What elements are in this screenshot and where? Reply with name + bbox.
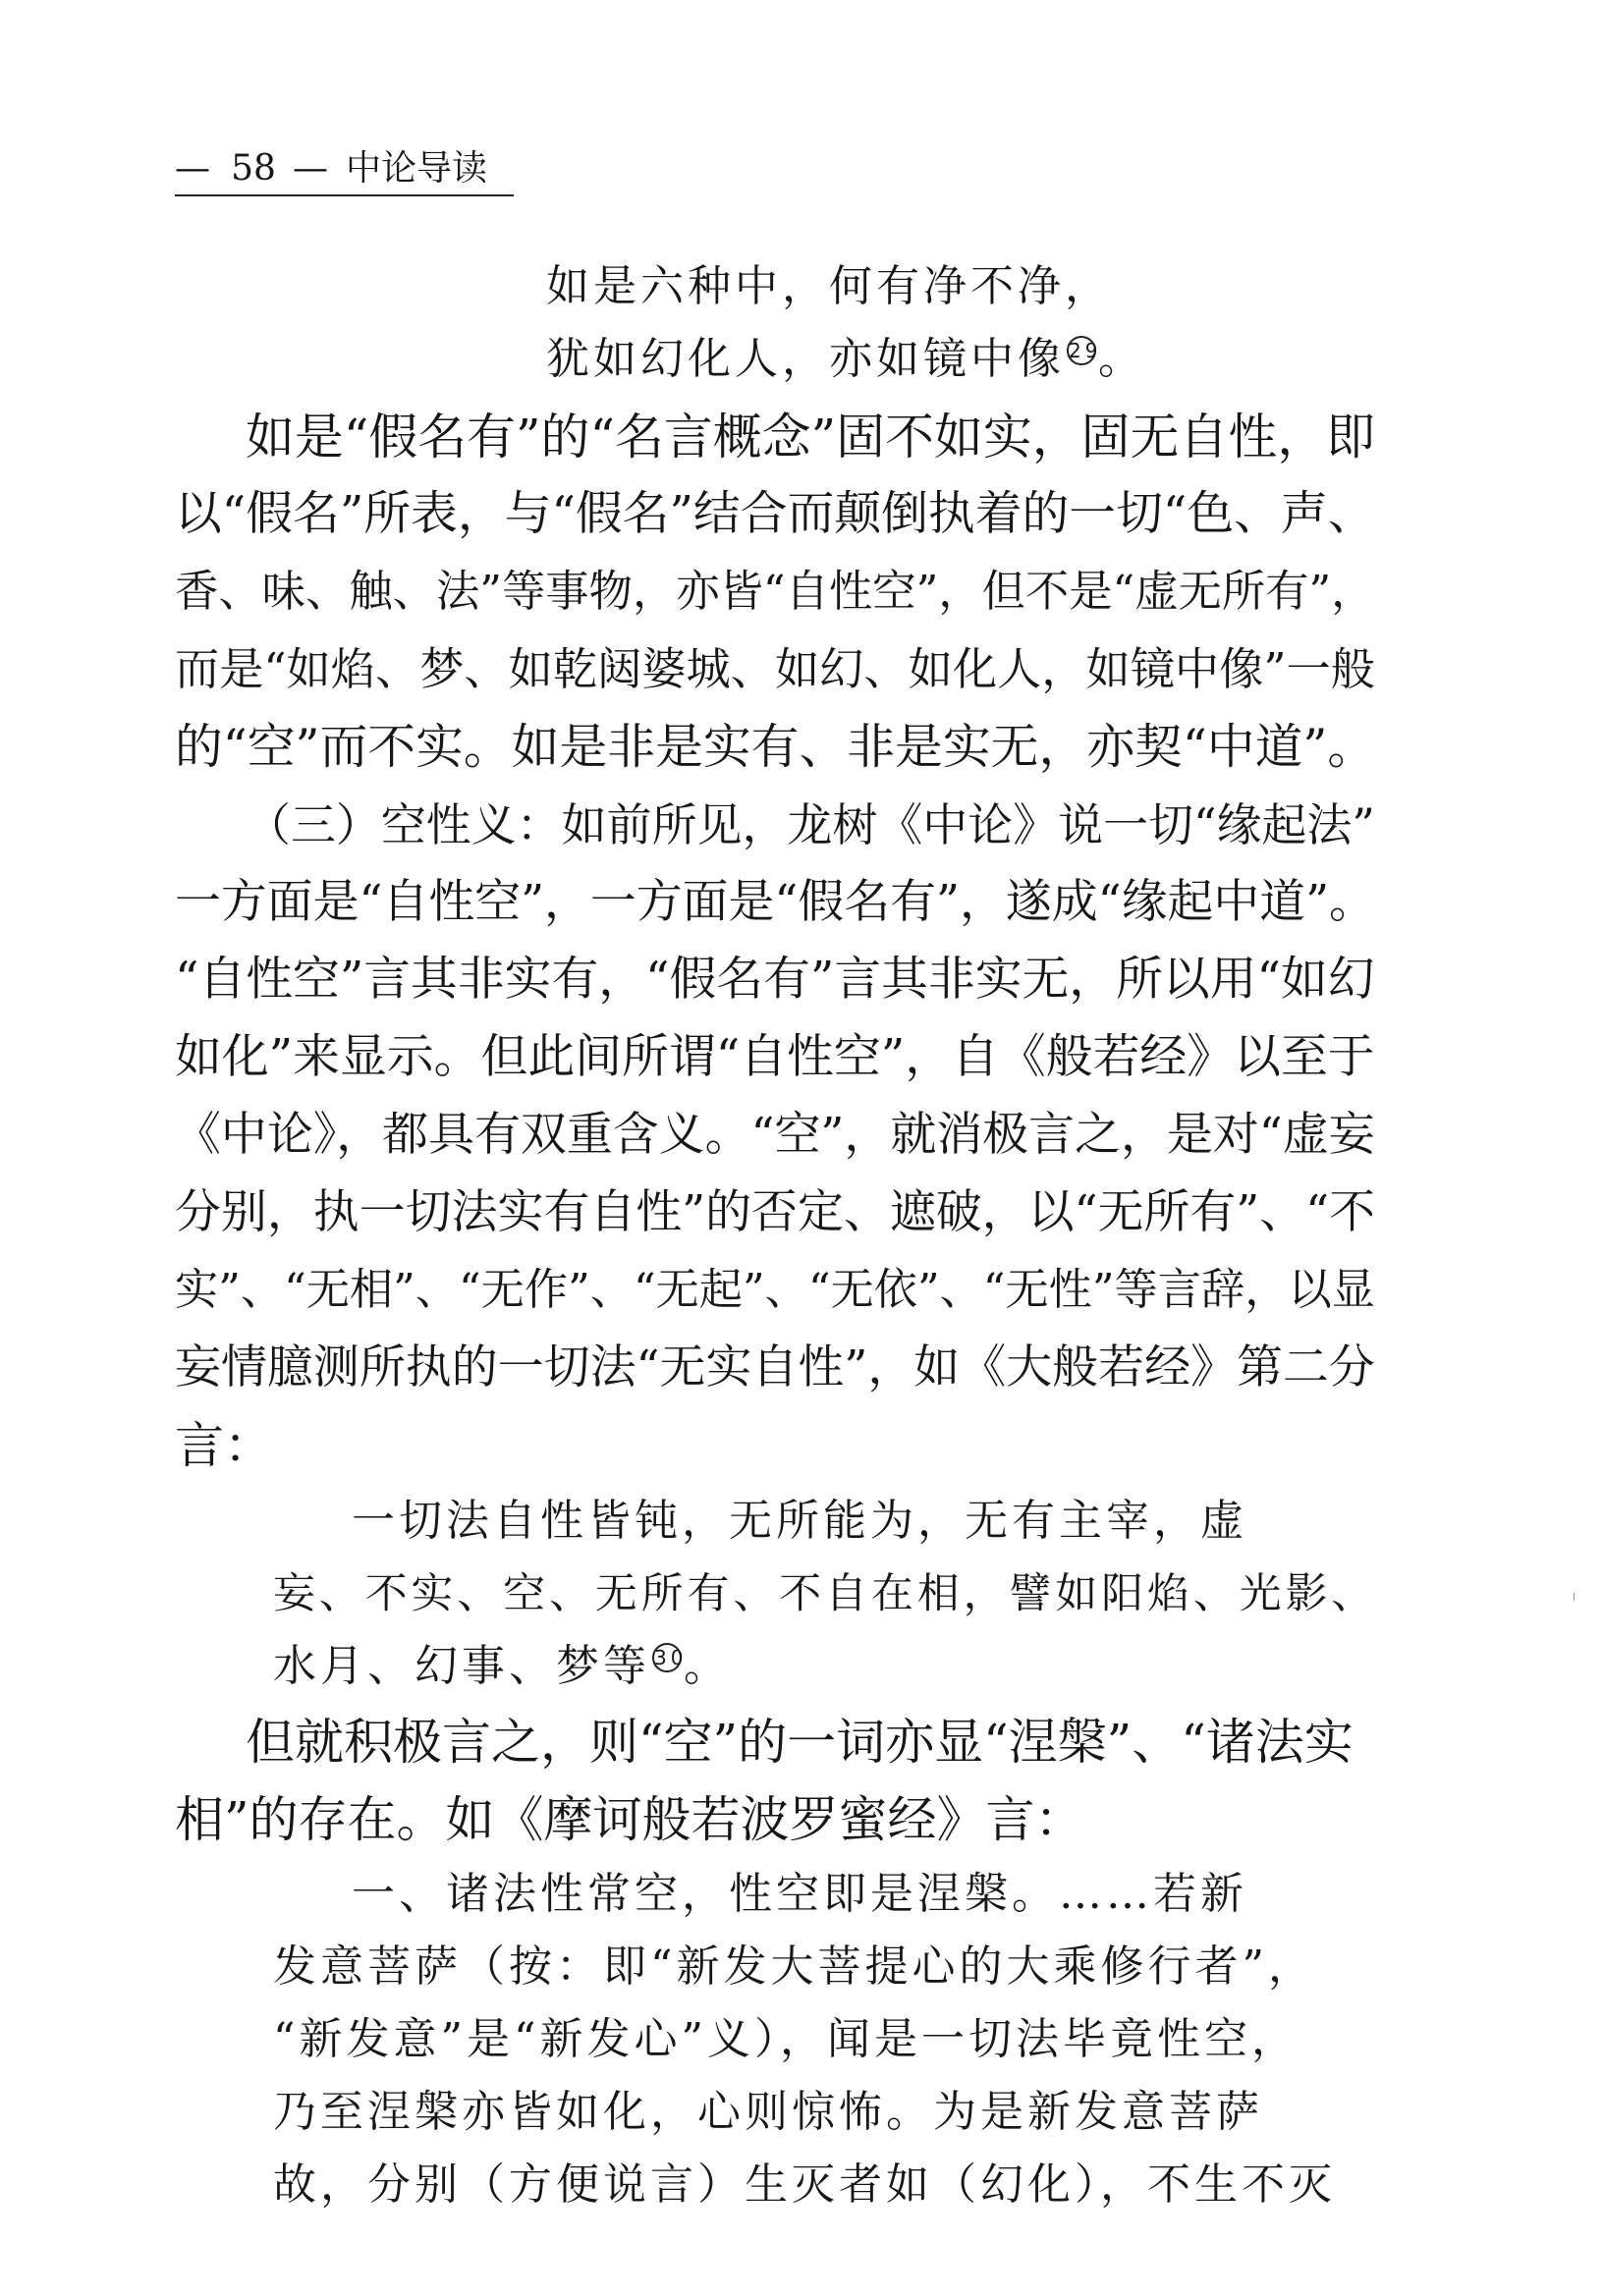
para2-line5: 《中论》，都具有双重含义。“空”，就消极言之，是对“虚妄: [175, 1108, 1375, 1162]
scan-edge-mark: [1574, 1593, 1575, 1601]
verse1-line2-text: 犹如幻化人，亦如镜中像: [546, 334, 1065, 384]
quote1-line3-end: 。: [684, 1641, 731, 1691]
verse1-line2-end: 。: [1098, 334, 1145, 384]
quote2-line5: 故，分别（方便说言）生灭者如（幻化），不生不灭: [273, 2159, 1336, 2210]
para2-line2: 一方面是“自性空”，一方面是“假名有”，遂成“缘起中道”。: [175, 875, 1375, 929]
quote2-line2: 发意菩萨（按：即“新发大菩提心的大乘修行者”，: [273, 1941, 1315, 1992]
para2-line7: 实”、“无相”、“无作”、“无起”、“无依”、“无性”等言辞，以显: [175, 1265, 1375, 1315]
running-header: [175, 147, 514, 196]
para1-line5: 的“空”而不实。如是非是实有、非是实无，亦契“中道”。: [175, 719, 1376, 775]
verse1-line2: [546, 330, 1145, 389]
para2-line9: 言：: [175, 1417, 273, 1474]
quote2-line4: 乃至涅槃亦皆如化，心则惊怖。为是新发意菩萨: [273, 2087, 1263, 2137]
para3-line2: 相”的存在。如《摩诃般若波罗蜜经》言：: [175, 1791, 1084, 1848]
quote1-line2: 妄、不实、空、无所有、不自在相，譬如阳焰、光影、: [273, 1569, 1378, 1618]
verse1-line1: 如是六种中，何有净不净，: [546, 261, 1112, 311]
para1-line4: 而是“如焰、梦、如乾闼婆城、如幻、如化人，如镜中像”一般: [175, 643, 1375, 695]
para1-line1: 如是“假名有”的“名言概念”固不如实，固无自性，即: [246, 409, 1376, 465]
book-title: 中论导读: [346, 148, 488, 189]
footnote-marker-30: 30: [652, 1643, 682, 1672]
para2-line4: 如化”来显示。但此间所谓“自性空”，自《般若经》以至于: [175, 1030, 1375, 1084]
page-number: 58: [231, 148, 276, 189]
header-dash-right: —: [293, 148, 328, 189]
quote2-line3: “新发意”是“新发心”义），闻是一切法毕竟性空，: [273, 2014, 1299, 2064]
quote1-line1: 一切法自性皆钝，无所能为，无有主宰，虚: [352, 1496, 1247, 1546]
quote1-line3-text: 水月、幻事、梦等: [273, 1641, 650, 1691]
footnote-marker-29: 29: [1067, 336, 1096, 365]
para3-line1: 但就积极言之，则“空”的一词亦显“涅槃”、“诸法实: [246, 1714, 1354, 1771]
para1-line2: 以“假名”所表，与“假名”结合而颠倒执着的一切“色、声、: [175, 487, 1375, 541]
para2-line1: （三）空性义：如前所见，龙树《中论》说一切“缘起法”: [246, 798, 1375, 851]
header-dash-left: —: [175, 148, 210, 189]
para2-line6: 分别，执一切法实有自性”的否定、遮破，以“无所有”、“不: [175, 1185, 1376, 1239]
para2-line3: “自性空”言其非实有，“假名有”言其非实无，所以用“如幻: [175, 953, 1375, 1007]
para1-line3: 香、味、触、法”等事物，亦皆“自性空”，但不是“虚无所有”，: [175, 567, 1375, 617]
quote1-line3: [273, 1637, 731, 1696]
quote2-line1: 一、诸法性常空，性空即是涅槃。……若新: [352, 1869, 1247, 1919]
para2-line8: 妄情臆测所执的一切法“无实自性”，如《大般若经》第二分: [175, 1340, 1375, 1394]
